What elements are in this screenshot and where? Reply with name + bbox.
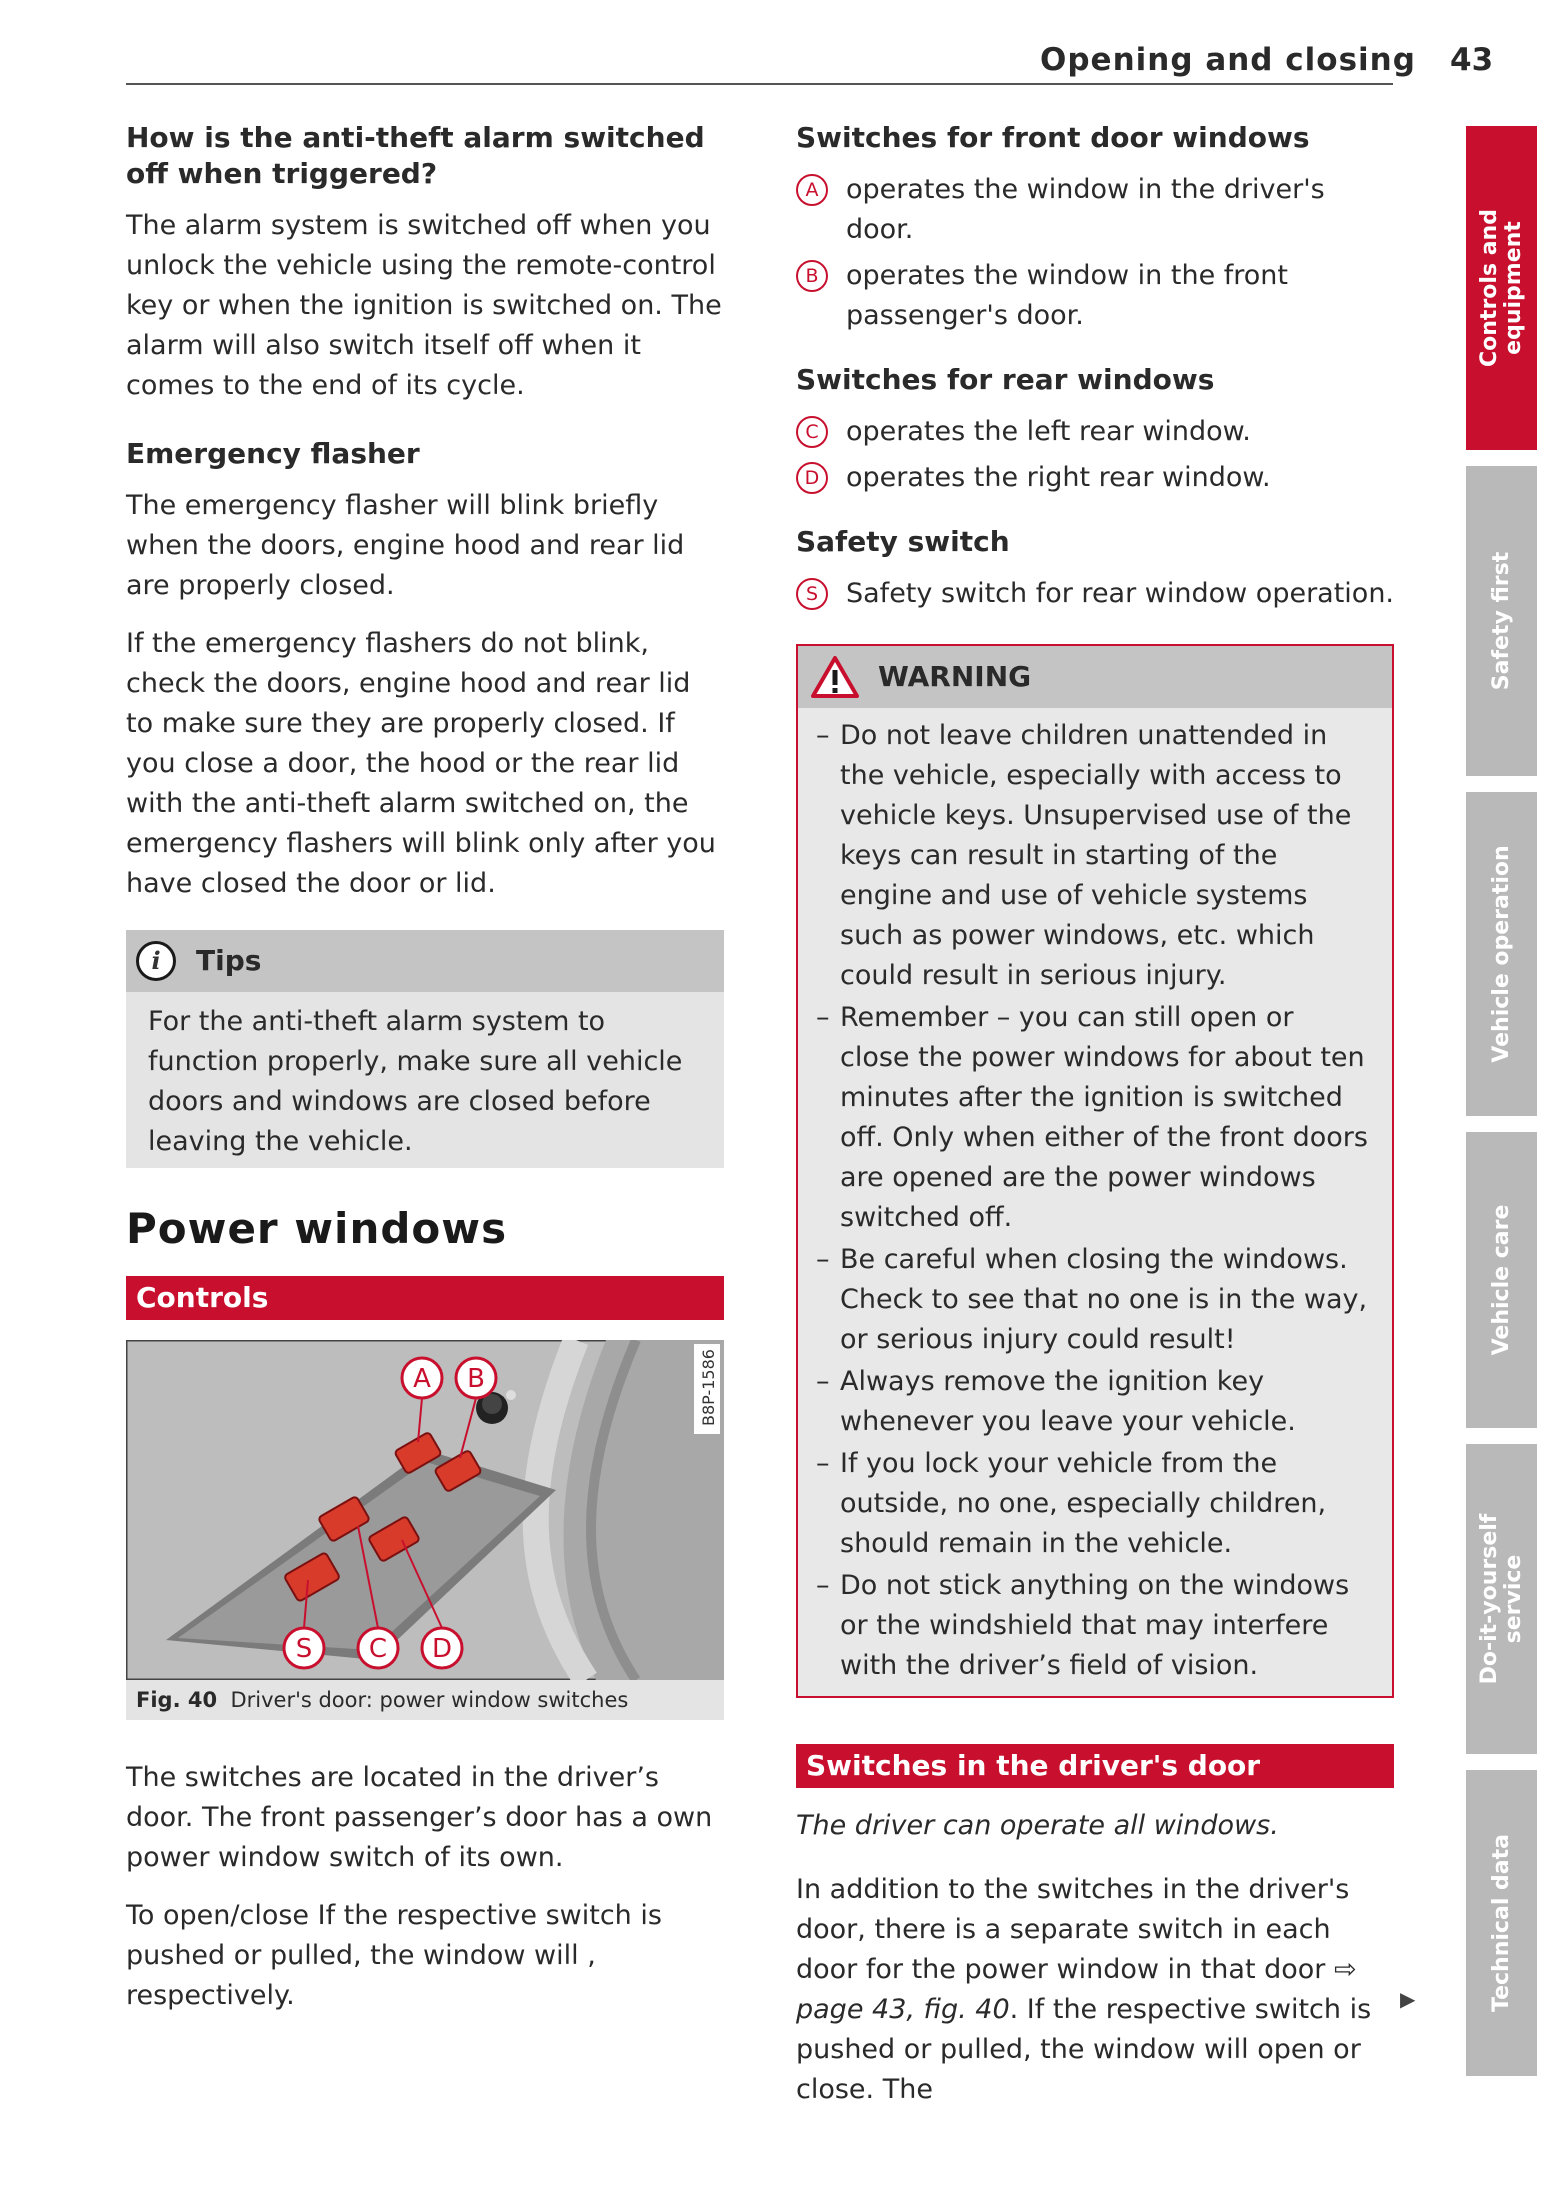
warning-item: – Always remove the ignition key whenever you leave your vehicle. xyxy=(816,1362,1370,1442)
left-column xyxy=(126,120,724,2034)
continue-arrow-icon: ▶ xyxy=(1400,1987,1416,2011)
location-paragraph-2: To open/close If the respective switch is pushed or pulled, the window will , respectively. xyxy=(126,1900,662,2011)
warning-box xyxy=(796,644,1394,1698)
callout-A-label: A xyxy=(413,1364,431,1394)
warning-item-text: Be careful when closing the windows. Check to see that no one is in the way, or serious injury could result! xyxy=(840,1244,1368,1355)
tips-body: For the anti-theft alarm system to function properly, make sure all vehicle doors and windows are closed before leaving the vehicle. xyxy=(148,1006,683,1157)
header-rule xyxy=(126,83,1393,85)
list-item-text: operates the window in the front passenger's door. xyxy=(846,260,1288,331)
warning-item: – Be careful when closing the windows. Check to see that no one is in the way, or serious injury could result! xyxy=(816,1240,1370,1360)
info-icon: i xyxy=(136,941,176,981)
list-item xyxy=(796,458,1394,498)
driver-paragraph-end: . If the respective switch is pushed or pulled, the window will open or close. The xyxy=(796,1994,1372,2105)
right-column xyxy=(796,120,1394,2128)
callout-C-label: C xyxy=(368,1634,388,1664)
figure-caption xyxy=(126,1680,724,1720)
running-header-title: Opening and closing xyxy=(1040,42,1416,78)
list-item-text: operates the window in the driver's door. xyxy=(846,174,1325,245)
page-reference-link[interactable]: ⇨ page 43, fig. 40 xyxy=(796,1954,1357,2025)
tab-vehicle-care[interactable] xyxy=(1466,1132,1537,1428)
flasher-paragraph-1: The emergency flasher will blink briefly when the doors, engine hood and rear lid are properly closed. xyxy=(126,490,685,601)
warning-item: – Remember – you can still open or close the power windows for about ten minutes after the ignition is switched off. Only when either of the front doors are opened are the power windows switched off. xyxy=(816,998,1370,1238)
tab-controls-and-equipment[interactable] xyxy=(1466,126,1537,450)
warning-item-text: If you lock your vehicle from the outside, no one, especially children, should remain in the vehicle. xyxy=(840,1448,1327,1559)
warning-body xyxy=(798,708,1392,1696)
flasher-paragraph-2: If the emergency flashers do not blink, check the doors, engine hood and rear lid to make sure they are properly closed. If you close a door, the hood or the rear lid with the anti-theft alarm switched on, the emergency flashers will blink only after you have closed the door or lid. xyxy=(126,628,716,899)
warning-item: – If you lock your vehicle from the outside, no one, especially children, should remain in the vehicle. xyxy=(816,1444,1370,1564)
list-item xyxy=(796,412,1394,452)
tips-title: Tips xyxy=(196,944,262,977)
tab-vehicle-operation[interactable] xyxy=(1466,792,1537,1116)
tab-technical-data[interactable] xyxy=(1466,1770,1537,2076)
list-item xyxy=(796,256,1394,336)
list-item-text: operates the right rear window. xyxy=(846,462,1271,493)
driver-paragraph xyxy=(796,1870,1394,2110)
circled-letter-C: C xyxy=(796,416,828,448)
list-item-text: Safety switch for rear window operation. xyxy=(846,578,1395,609)
tab-label: Vehicle operation xyxy=(1488,845,1514,1063)
tips-header xyxy=(126,930,724,992)
location-paragraph-1: The switches are located in the driver’s door. The front passenger’s door has a own power window switch of its own. xyxy=(126,1762,713,1873)
front-switches-heading: Switches for front door windows xyxy=(796,121,1310,154)
tab-label: Controls and equipment xyxy=(1476,209,1526,367)
alarm-off-paragraph: The alarm system is switched off when you unlock the vehicle using the remote-control key or when the ignition is switched on. The alarm will also switch itself off when it comes to the end of its cycle. xyxy=(126,210,722,401)
circled-letter-A: A xyxy=(796,174,828,206)
power-windows-title: Power windows xyxy=(126,1204,508,1253)
driver-intro: The driver can operate all windows. xyxy=(796,1810,1279,1841)
driver-paragraph-start: In addition to the switches in the driver's door, there is a separate switch in each door for the power window in that door xyxy=(796,1874,1350,1985)
callout-S-label: S xyxy=(295,1634,313,1664)
tab-label: Technical data xyxy=(1488,1834,1514,2012)
tab-do-it-yourself-service[interactable] xyxy=(1466,1444,1537,1754)
page-number: 43 xyxy=(1450,42,1494,78)
warning-item: – Do not stick anything on the windows or the windshield that may interfere with the driver’s field of vision. xyxy=(816,1566,1370,1686)
warning-item-text: Do not stick anything on the windows or the windshield that may interfere with the driver’s field of vision. xyxy=(840,1570,1350,1681)
figure-40 xyxy=(126,1340,724,1720)
figure-number: Fig. 40 xyxy=(136,1688,218,1712)
figure-caption-text: Driver's door: power window switches xyxy=(230,1688,629,1712)
warning-item: – Do not leave children unattended in the vehicle, especially with access to vehicle keys. Unsupervised use of the keys can result in starting of the engine and use of vehicle systems such as power windows, etc. which could result in serious injury. xyxy=(816,716,1370,996)
circled-letter-D: D xyxy=(796,462,828,494)
alarm-off-heading: How is the anti-theft alarm switched off when triggered? xyxy=(126,121,705,190)
tab-label: Vehicle care xyxy=(1488,1204,1514,1356)
safety-switch-heading: Safety switch xyxy=(796,525,1010,558)
warning-item-text: Always remove the ignition key whenever you leave your vehicle. xyxy=(840,1366,1296,1437)
tab-safety-first[interactable] xyxy=(1466,466,1537,776)
callout-D-label: D xyxy=(431,1634,453,1664)
circled-letter-B: B xyxy=(796,260,828,292)
warning-triangle-icon xyxy=(810,655,860,699)
list-item xyxy=(796,170,1394,250)
tips-box xyxy=(126,930,724,1168)
warning-item-text: Do not leave children unattended in the vehicle, especially with access to vehicle keys. Unsupervised use of the keys can result in starting of the engine and use of vehicle systems such as power windows, etc. which could result in serious injury. xyxy=(840,720,1352,991)
list-item xyxy=(796,574,1394,614)
list-item-text: operates the left rear window. xyxy=(846,416,1251,447)
emergency-flasher-heading: Emergency flasher xyxy=(126,437,420,470)
callout-B-label: B xyxy=(467,1364,485,1394)
driver-door-switches-bar: Switches in the driver's door xyxy=(796,1744,1394,1788)
warning-title: WARNING xyxy=(878,660,1032,693)
power-window-switches-illustration xyxy=(126,1340,724,1680)
warning-item-text: Remember – you can still open or close the power windows for about ten minutes after the ignition is switched off. Only when either of the front doors are opened are the power windows switched off. xyxy=(840,1002,1368,1233)
warning-header xyxy=(798,646,1392,708)
figure-code: B8P-1586 xyxy=(699,1349,718,1426)
tab-label: Safety first xyxy=(1488,551,1514,691)
rear-switches-heading: Switches for rear windows xyxy=(796,363,1215,396)
tab-label: Do-it-yourself service xyxy=(1476,1513,1526,1685)
controls-bar: Controls xyxy=(126,1276,724,1320)
circled-letter-S: S xyxy=(796,578,828,610)
